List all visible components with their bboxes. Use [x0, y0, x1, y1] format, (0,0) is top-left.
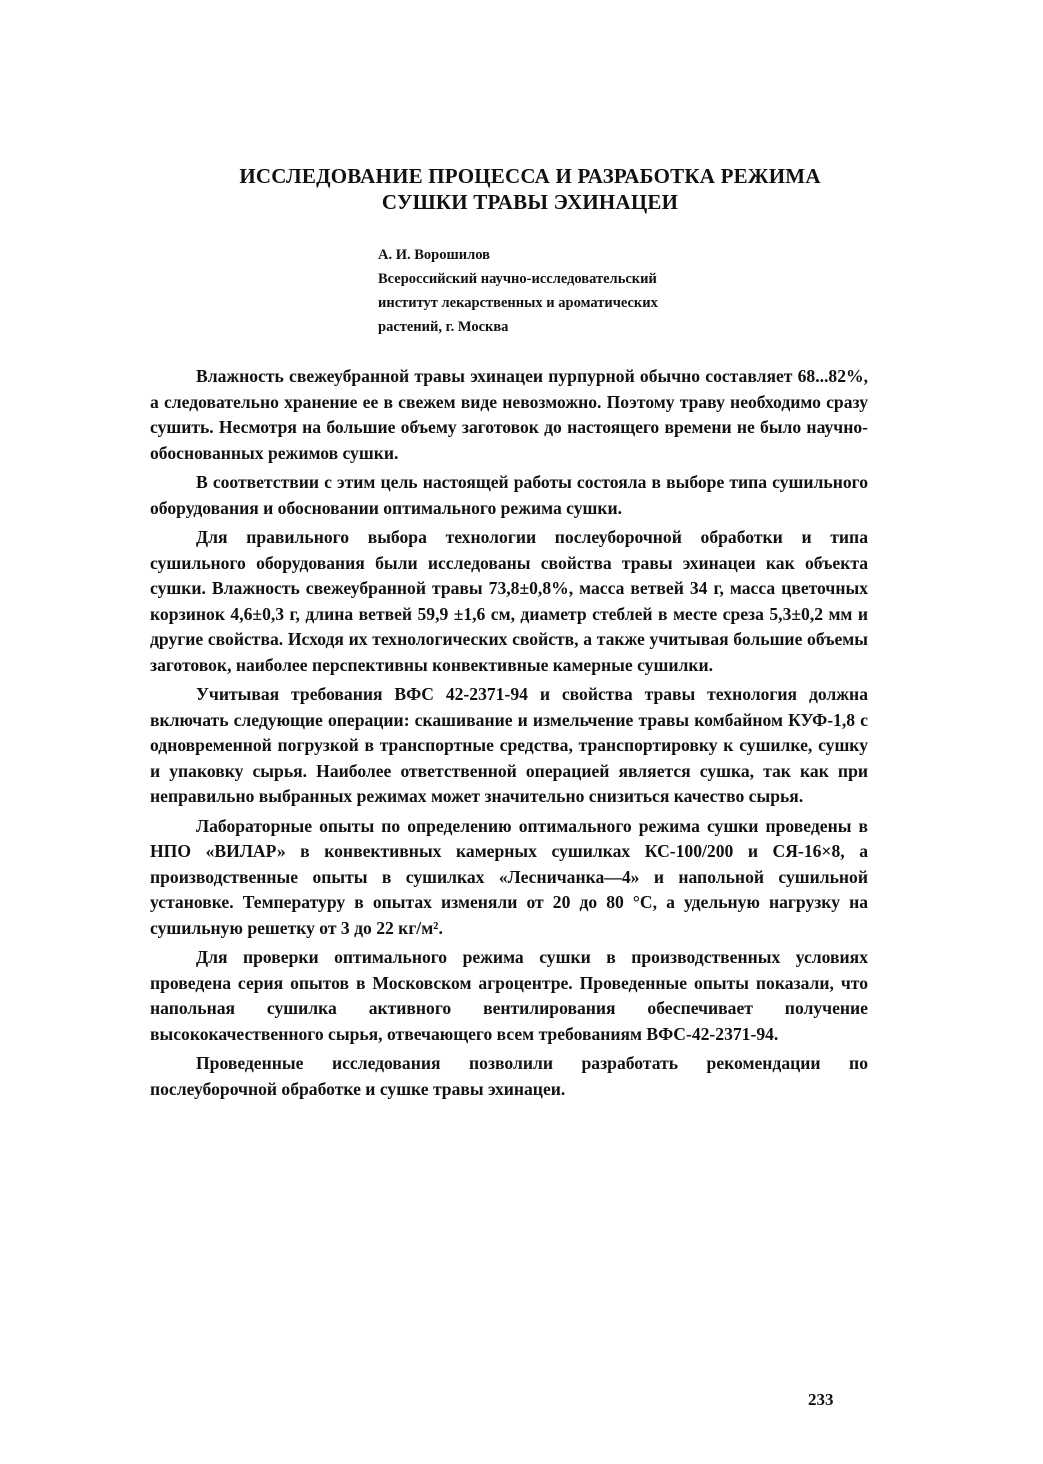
author-name: А. И. Ворошилов [378, 247, 490, 263]
affiliation-line-2: институт лекарственных и ароматических [378, 295, 658, 311]
paragraph-1: Влажность свежеубранной травы эхинацеи пурпурной обычно составляет 68...82%, а следовательно хранение ее в свежем виде невозможно. Поэтому траву необходимо сразу сушить. Несмотря на большие объему заготовок до настоящего времени не было научно-обоснованных режимов сушки. [150, 366, 868, 463]
affiliation-line-3: растений, г. Москва [378, 319, 509, 335]
title-line-2: СУШКИ ТРАВЫ ЭХИНАЦЕИ [381, 190, 679, 214]
article-body [150, 364, 868, 1106]
author-block [378, 243, 858, 339]
title-line-1: ИССЛЕДОВАНИЕ ПРОЦЕССА И РАЗРАБОТКА РЕЖИМА [239, 164, 821, 188]
paragraph-5: Лабораторные опыты по определению оптимального режима сушки проведены в НПО «ВИЛАР» в конвективных камерных сушилках КС-100/200 и СЯ-16×8, а производственные опыты в сушилках «Лесничанка—4» и напольной сушильной установке. Температуру в опытах изменяли от 20 до 80 °С, а удельную нагрузку на сушильную решетку от 3 до 22 кг/м². [150, 815, 868, 938]
paragraph-4: Учитывая требования ВФС 42-2371-94 и свойства травы технология должна включать следующие операции: скашивание и измельчение травы комбайном КУФ-1,8 с одновременной погрузкой в транспортные средства, транспортировку к сушилке, сушку и упаковку сырья. Наиболее ответственной операцией является сушка, так как при неправильно выбранных режимах может значительно снизиться качество сырья. [150, 684, 868, 806]
paragraph-6: Для проверки оптимального режима сушки в производственных условиях проведена серия опытов в Московском агроцентре. Проведенные опыты показали, что напольная сушилка активного вентилирования обеспечивает получение высококачественного сырья, отвечающего всем требованиям ВФС-42-2371-94. [150, 947, 868, 1044]
paper-title [140, 163, 920, 215]
paragraph-7: Проведенные исследования позволили разработать рекомендации по послеуборочной обработке и сушке травы эхинацеи. [150, 1053, 868, 1099]
paragraph-3: Для правильного выбора технологии послеуборочной обработки и типа сушильного оборудования были исследованы свойства травы эхинацеи как объекта сушки. Влажность свежеубранной травы 73,8±0,8%, масса ветвей 34 г, масса цветочных корзинок 4,6±0,3 г, длина ветвей 59,9 ±1,6 см, диаметр стеблей в месте среза 5,3±0,2 мм и другие свойства. Исходя их технологических свойств, а также учитывая большие объемы заготовок, наиболее перспективны конвективные камерные сушилки. [150, 527, 868, 675]
page-number: 233 [808, 1390, 834, 1409]
paragraph-2: В соответствии с этим цель настоящей работы состояла в выборе типа сушильного оборудования и обосновании оптимального режима сушки. [150, 472, 868, 518]
affiliation-line-1: Всероссийский научно-исследовательский [378, 271, 657, 287]
